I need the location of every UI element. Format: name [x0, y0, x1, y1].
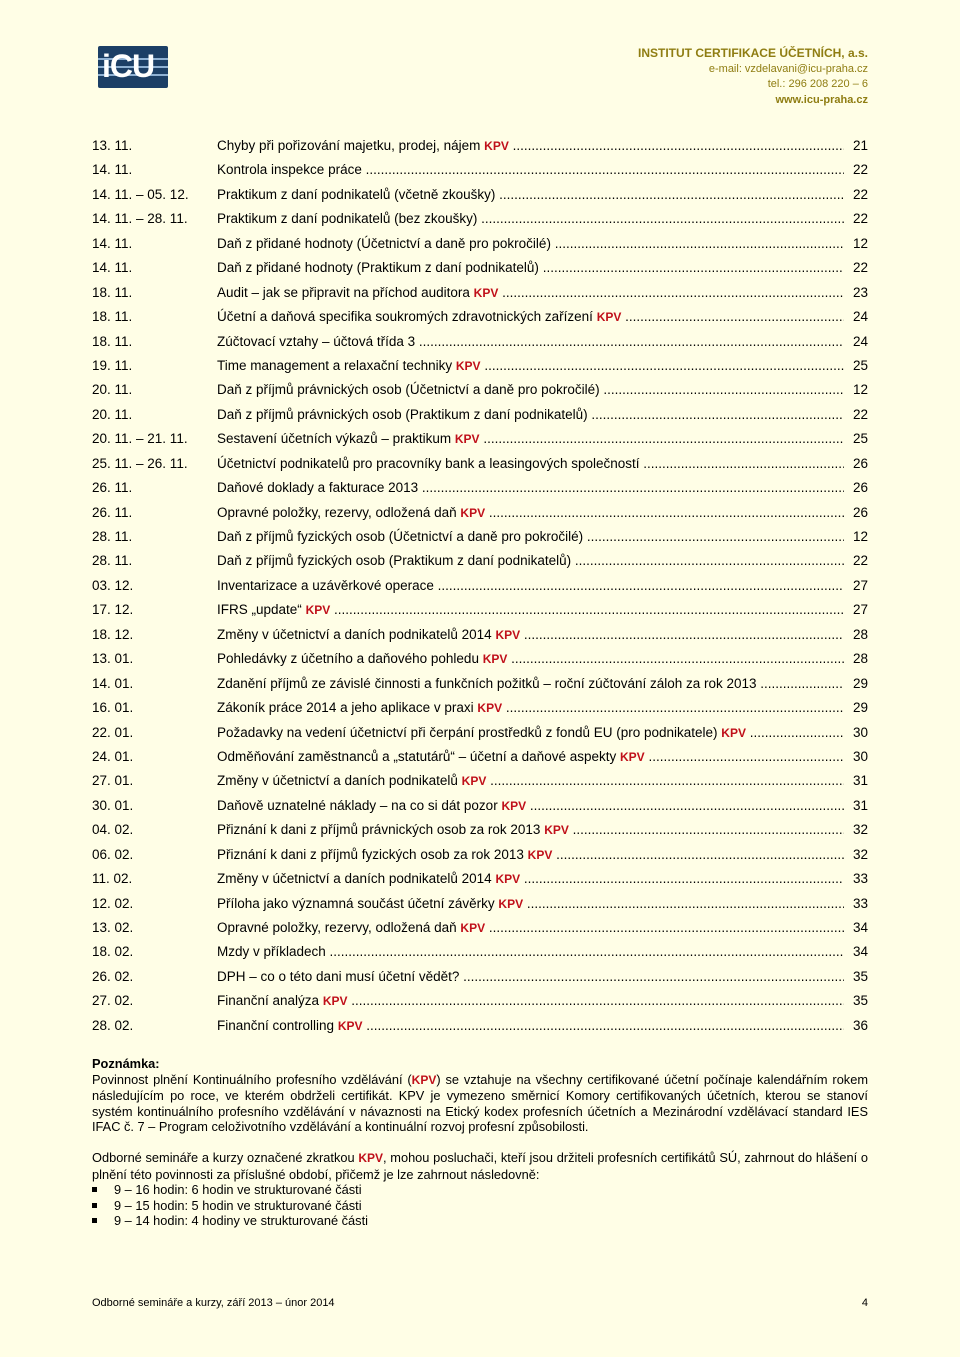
- toc-page-number: 34: [852, 944, 868, 960]
- toc-row: [92, 794, 868, 818]
- toc-title: [217, 354, 844, 378]
- note-p1-kpv: KPV: [411, 1072, 437, 1087]
- toc-title: [217, 794, 844, 818]
- toc-row: [92, 696, 868, 720]
- note-paragraph-1: [92, 1072, 868, 1135]
- toc-title: [217, 574, 844, 598]
- toc-row: [92, 598, 868, 622]
- toc-title-text: Daň z příjmů právnických osob (Praktikum z daní podnikatelů): [217, 406, 588, 422]
- toc-row: [92, 549, 868, 573]
- toc-title-text: Daň z přidané hodnoty (Praktikum z daní podnikatelů): [217, 260, 539, 276]
- toc-page-number: 25: [852, 431, 868, 447]
- toc-date: 30. 01.: [92, 797, 134, 813]
- toc-title: [217, 769, 844, 793]
- toc-title-text: Daň z příjmů fyzických osob (Účetnictví a daně pro pokročilé): [217, 529, 584, 544]
- toc-page-number: 22: [852, 406, 868, 422]
- note-heading: Poznámka:: [92, 1056, 160, 1071]
- toc-row: [92, 965, 868, 989]
- logo-text: iCU: [102, 48, 155, 84]
- toc-row: [92, 843, 868, 867]
- toc-title-text: Pohledávky z účetního a daňového pohledu: [217, 651, 479, 667]
- toc-page-number: 31: [852, 797, 868, 813]
- toc-row: [92, 134, 868, 158]
- toc-date: 20. 11. – 21. 11.: [92, 431, 188, 447]
- toc-title-text: Time management a relaxační techniky: [217, 357, 453, 373]
- note-bullet-text: 9 – 14 hodin: 4 hodiny ve strukturované části: [114, 1213, 368, 1229]
- toc-page-number: 22: [852, 211, 868, 227]
- toc-title: [217, 672, 844, 696]
- toc-title-text: Praktikum z daní podnikatelů (včetně zkoušky): [217, 186, 496, 202]
- bullet-icon: [92, 1187, 97, 1192]
- kpv-badge: KPV: [501, 798, 527, 813]
- toc-row: [92, 1014, 868, 1038]
- kpv-badge: KPV: [337, 1018, 363, 1033]
- toc-row: [92, 378, 868, 402]
- toc-row: [92, 403, 868, 427]
- toc-title-text: DPH – co o této dani musí účetní vědět?: [217, 968, 460, 984]
- toc-title: [217, 207, 844, 231]
- toc-date: 14. 11. – 05. 12.: [92, 186, 189, 202]
- toc-row: [92, 623, 868, 647]
- note-section: [92, 1056, 868, 1229]
- toc-page-number: 22: [852, 553, 868, 569]
- toc-page-number: 29: [852, 700, 868, 716]
- org-web: www.icu-praha.cz: [775, 93, 868, 106]
- toc-row: [92, 354, 868, 378]
- toc-title-text: IFRS „update“: [217, 602, 302, 618]
- toc-title: [217, 549, 844, 573]
- toc-row: [92, 305, 868, 329]
- toc-title-text: Přiznání k dani z příjmů fyzických osob za rok 2013: [217, 846, 524, 862]
- toc-title: [217, 330, 844, 354]
- toc-page-number: 28: [852, 626, 868, 642]
- toc-date: 13. 02.: [92, 920, 134, 935]
- toc-title: [217, 158, 844, 182]
- toc-row: [92, 330, 868, 354]
- toc-date: 18. 11.: [92, 284, 133, 300]
- toc-title: [217, 745, 844, 769]
- toc-date: 28. 11.: [92, 529, 133, 544]
- toc-date: 22. 01.: [92, 724, 134, 740]
- toc-page-number: 24: [852, 333, 868, 349]
- kpv-badge: KPV: [620, 749, 645, 764]
- toc-date: 17. 12.: [92, 602, 134, 618]
- toc-title: [217, 501, 844, 525]
- toc-page-number: 25: [852, 357, 868, 373]
- toc-title-text: Daň z přidané hodnoty (Účetnictví a daně pro pokročilé): [217, 235, 551, 251]
- toc-title-text: Mzdy v příkladech: [217, 944, 326, 960]
- toc-title-text: Odměňování zaměstnanců a „statutárů“ – účetní a daňové aspekty: [217, 748, 617, 764]
- org-name: INSTITUT CERTIFIKACE ÚČETNÍCH, a.s.: [637, 46, 868, 60]
- kpv-badge: KPV: [305, 603, 331, 618]
- bullet-icon: [92, 1203, 97, 1208]
- toc-page-number: 32: [852, 846, 868, 862]
- note-p1-before: Povinnost plnění Kontinuálního profesního vzdělávání (: [92, 1071, 412, 1087]
- toc-date: 14. 11.: [92, 235, 133, 251]
- toc-page-number: 12: [852, 382, 868, 398]
- toc-title: [217, 378, 844, 402]
- kpv-badge: KPV: [461, 774, 487, 789]
- toc-title: [217, 892, 844, 916]
- toc-date: 25. 11. – 26. 11.: [92, 455, 188, 471]
- footer-text: Odborné semináře a kurzy, září 2013 – únor 2014: [92, 1297, 335, 1309]
- toc-row: [92, 892, 868, 916]
- kpv-badge: KPV: [454, 432, 480, 447]
- toc-title: [217, 623, 844, 647]
- kpv-badge: KPV: [495, 872, 521, 887]
- note-bullet-list: [92, 1182, 868, 1229]
- toc-date: 12. 02.: [92, 895, 134, 911]
- kpv-badge: KPV: [495, 627, 521, 642]
- kpv-badge: KPV: [477, 701, 503, 716]
- toc-row: [92, 427, 868, 451]
- toc-date: 27. 02.: [92, 993, 134, 1009]
- toc-date: 06. 02.: [92, 846, 134, 862]
- toc-row: [92, 672, 868, 696]
- toc-row: [92, 207, 868, 231]
- toc-page-number: 26: [852, 455, 868, 471]
- toc-row: [92, 721, 868, 745]
- toc-title-text: Audit – jak se připravit na příchod auditora: [217, 284, 470, 300]
- toc-row: [92, 232, 868, 256]
- note-bullet-item: [92, 1182, 868, 1198]
- toc-date: 13. 11.: [92, 138, 133, 153]
- toc-row: [92, 256, 868, 280]
- toc-row: [92, 476, 868, 500]
- org-phone: tel.: 296 208 220 – 6: [767, 78, 868, 90]
- toc-title-text: Sestavení účetních výkazů – praktikum: [217, 431, 452, 447]
- note-p2-after: , mohou posluchači, kteří jsou držiteli profesních certifikátů SÚ, zahrnout do hlášení o plnění této povinnosti za příslušné období, přičemž je lze zahrnout následovně:: [92, 1149, 868, 1182]
- toc-page-number: 35: [852, 968, 868, 984]
- toc-date: 20. 11.: [92, 406, 133, 422]
- toc-page-number: 32: [852, 822, 868, 838]
- seminar-table-of-contents: [92, 134, 868, 1038]
- toc-page-number: 12: [852, 235, 868, 251]
- toc-row: [92, 769, 868, 793]
- kpv-badge: KPV: [460, 921, 486, 935]
- kpv-badge: KPV: [544, 823, 569, 838]
- toc-date: 04. 02.: [92, 822, 134, 838]
- toc-date: 26. 11.: [92, 480, 133, 496]
- note-bullet-text: 9 – 16 hodin: 6 hodin ve strukturované části: [114, 1182, 362, 1198]
- toc-row: [92, 916, 868, 940]
- toc-date: 26. 11.: [92, 504, 133, 520]
- toc-date: 18. 11.: [92, 333, 133, 349]
- toc-page-number: 26: [852, 480, 868, 496]
- kpv-badge: KPV: [484, 139, 509, 153]
- toc-title: [217, 843, 844, 867]
- footer-page-number: 4: [861, 1297, 868, 1309]
- kpv-badge: KPV: [527, 847, 553, 862]
- toc-date: 14. 11.: [92, 162, 133, 178]
- toc-title-text: Změny v účetnictví a daních podnikatelů 2014: [217, 626, 492, 642]
- note-bullet-item: [92, 1198, 868, 1214]
- toc-date: 19. 11.: [92, 357, 133, 373]
- toc-title-text: Přiznání k dani z příjmů právnických osob za rok 2013: [217, 822, 541, 838]
- toc-page-number: 12: [852, 529, 868, 544]
- toc-page-number: 27: [852, 602, 868, 618]
- toc-title: [217, 1014, 844, 1038]
- toc-title: [217, 525, 844, 549]
- toc-date: 03. 12.: [92, 577, 134, 593]
- toc-title: [217, 476, 844, 500]
- toc-title-text: Praktikum z daní podnikatelů (bez zkoušky): [217, 211, 478, 227]
- toc-row: [92, 452, 868, 476]
- kpv-badge: KPV: [322, 994, 348, 1009]
- toc-page-number: 21: [852, 138, 868, 153]
- kpv-badge: KPV: [721, 725, 746, 740]
- toc-title-text: Chyby při pořizování majetku, prodej, nájem: [217, 138, 481, 153]
- toc-page-number: 22: [852, 162, 868, 178]
- icu-logo: [98, 46, 168, 88]
- toc-title-text: Změny v účetnictví a daních podnikatelů 2014: [217, 871, 492, 887]
- organization-info: [638, 46, 868, 108]
- toc-page-number: 34: [852, 920, 868, 935]
- note-p2-before: Odborné semináře a kurzy označené zkratkou: [92, 1149, 359, 1165]
- toc-date: 20. 11.: [92, 382, 133, 398]
- toc-title-text: Účetnictví podnikatelů pro pracovníky bank a leasingových společností: [217, 455, 640, 471]
- toc-title-text: Opravné položky, rezervy, odložená daň: [217, 920, 457, 935]
- bullet-icon: [92, 1218, 97, 1223]
- toc-title-text: Inventarizace a uzávěrkové operace: [217, 577, 434, 593]
- toc-title: [217, 721, 844, 745]
- toc-date: 28. 02.: [92, 1017, 134, 1033]
- kpv-badge: KPV: [460, 505, 486, 520]
- toc-date: 18. 12.: [92, 626, 134, 642]
- toc-date: 26. 02.: [92, 968, 134, 984]
- toc-page-number: 28: [852, 651, 868, 667]
- toc-title-text: Příloha jako významná součást účetní závěrky: [217, 895, 495, 911]
- note-paragraph-2: [92, 1150, 868, 1182]
- note-p2-kpv: KPV: [358, 1150, 384, 1165]
- toc-page-number: 31: [852, 773, 868, 789]
- toc-page-number: 33: [852, 871, 868, 887]
- toc-title: [217, 256, 844, 280]
- toc-date: 24. 01.: [92, 748, 134, 764]
- toc-title-text: Finanční controlling: [217, 1017, 335, 1033]
- toc-title: [217, 940, 844, 964]
- toc-page-number: 24: [852, 309, 868, 325]
- toc-page-number: 33: [852, 895, 868, 911]
- toc-page-number: 30: [852, 724, 868, 740]
- toc-title: [217, 916, 844, 940]
- toc-title-text: Daň z příjmů fyzických osob (Praktikum z daní podnikatelů): [217, 553, 572, 569]
- toc-row: [92, 574, 868, 598]
- toc-row: [92, 745, 868, 769]
- toc-row: [92, 647, 868, 671]
- toc-title: [217, 232, 844, 256]
- toc-page-number: 30: [852, 748, 868, 764]
- toc-date: 14. 11.: [92, 260, 133, 276]
- toc-title-text: Kontrola inspekce práce: [217, 162, 362, 178]
- toc-date: 14. 01.: [92, 675, 134, 691]
- toc-title-text: Opravné položky, rezervy, odložená daň: [217, 504, 457, 520]
- toc-date: 13. 01.: [92, 651, 134, 667]
- toc-title-text: Požadavky na vedení účetnictví při čerpání prostředků z fondů EU (pro podnikatele): [217, 724, 718, 740]
- toc-page-number: 22: [852, 186, 868, 202]
- toc-title: [217, 403, 844, 427]
- toc-row: [92, 158, 868, 182]
- toc-row: [92, 989, 868, 1013]
- toc-date: 11. 02.: [92, 871, 133, 887]
- toc-title-text: Daňové doklady a fakturace 2013: [217, 480, 419, 496]
- toc-page-number: 36: [852, 1017, 868, 1033]
- kpv-badge: KPV: [596, 310, 622, 325]
- toc-row: [92, 501, 868, 525]
- toc-title: [217, 598, 844, 622]
- toc-title-text: Změny v účetnictví a daních podnikatelů: [217, 773, 458, 789]
- toc-date: 18. 11.: [92, 309, 133, 325]
- toc-row: [92, 183, 868, 207]
- toc-date: 14. 11. – 28. 11.: [92, 211, 188, 227]
- toc-title: [217, 183, 844, 207]
- toc-title: [217, 452, 844, 476]
- kpv-badge: KPV: [498, 896, 524, 911]
- toc-page-number: 27: [852, 577, 868, 593]
- toc-row: [92, 867, 868, 891]
- toc-title-text: Zúčtovací vztahy – účtová třída 3: [217, 333, 416, 349]
- toc-title: [217, 281, 844, 305]
- toc-title-text: Daňově uznatelné náklady – na co si dát pozor: [217, 797, 498, 813]
- toc-date: 28. 11.: [92, 553, 133, 569]
- toc-title: [217, 305, 844, 329]
- kpv-badge: KPV: [455, 358, 481, 373]
- note-bullet-text: 9 – 15 hodin: 5 hodin ve strukturované části: [114, 1197, 362, 1213]
- toc-date: 16. 01.: [92, 700, 134, 716]
- toc-page-number: 23: [852, 284, 868, 300]
- toc-row: [92, 818, 868, 842]
- toc-page-number: 35: [852, 993, 868, 1009]
- kpv-badge: KPV: [482, 652, 508, 667]
- toc-page-number: 26: [852, 504, 868, 520]
- toc-date: 27. 01.: [92, 773, 134, 789]
- toc-title-text: Finanční analýza: [217, 993, 320, 1009]
- toc-title: [217, 427, 844, 451]
- page-footer: [92, 1297, 868, 1309]
- toc-row: [92, 940, 868, 964]
- note-p1-after: ) se vztahuje na všechny certifikované účetní počínaje kalendářním rokem následujícím po roce, ve kterém obdrželi certifikát. KPV je vymezeno směrnicí Komory certifikovaných účetních, kterou se stanoví systém kontinuálního profesního vzdělávání v návaznosti na Etický kodex profesních účetních a Mezinárodní vzdělávací standard IES IFAC č. 7 – Program celoživotního vzdělávání a kontinuální rozvoj profesní způsobilosti.: [92, 1071, 868, 1135]
- toc-title: [217, 818, 844, 842]
- toc-title: [217, 989, 844, 1013]
- toc-row: [92, 525, 868, 549]
- toc-page-number: 29: [852, 675, 868, 691]
- toc-title: [217, 867, 844, 891]
- toc-title: [217, 134, 844, 158]
- org-email: e-mail: vzdelavani@icu-praha.cz: [708, 62, 868, 75]
- note-bullet-item: [92, 1213, 868, 1229]
- toc-title: [217, 647, 844, 671]
- toc-title-text: Zákoník práce 2014 a jeho aplikace v praxi: [217, 700, 474, 716]
- toc-date: 18. 02.: [92, 944, 134, 960]
- toc-title-text: Účetní a daňová specifika soukromých zdravotnických zařízení: [217, 309, 593, 325]
- toc-page-number: 22: [852, 260, 868, 276]
- toc-title: [217, 696, 844, 720]
- toc-row: [92, 281, 868, 305]
- toc-title-text: Zdanění příjmů ze závislé činnosti a funkčních požitků – roční zúčtování záloh za rok 2013: [217, 675, 757, 691]
- kpv-badge: KPV: [473, 285, 499, 300]
- toc-title: [217, 965, 844, 989]
- toc-title-text: Daň z příjmů právnických osob (Účetnictví a daně pro pokročilé): [217, 382, 600, 398]
